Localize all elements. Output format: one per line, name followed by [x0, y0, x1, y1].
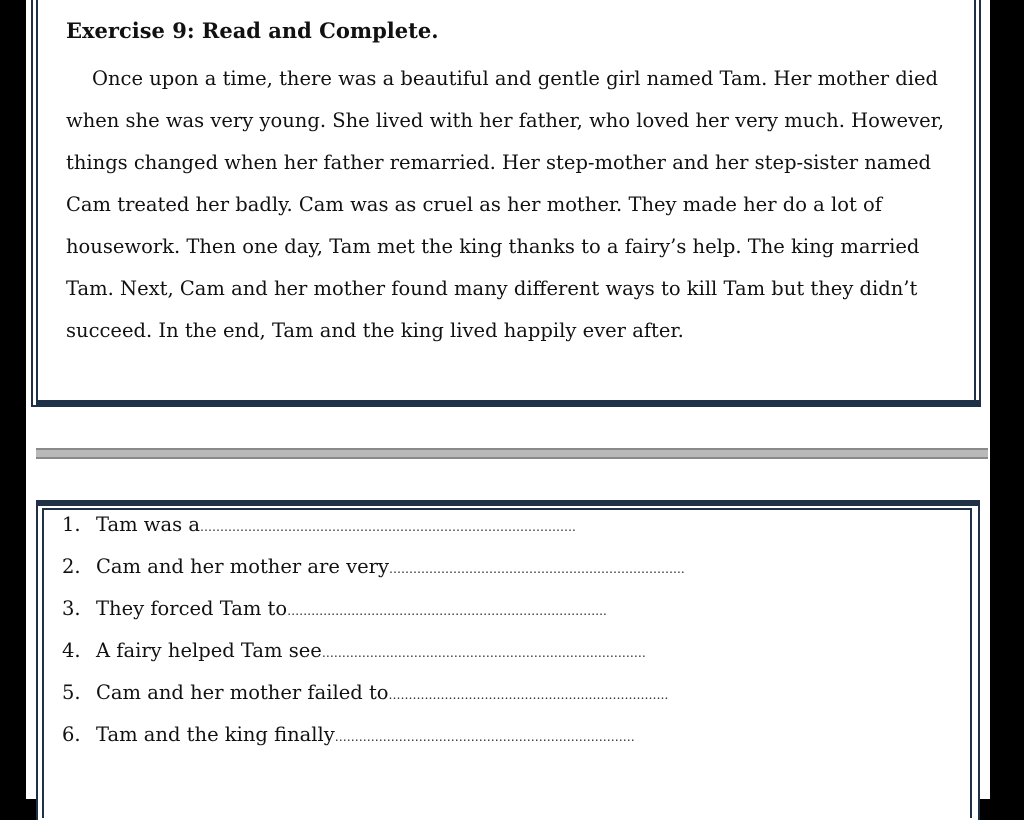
answer-blank[interactable]: …………………………………………………………………….. — [287, 604, 607, 618]
question-text: Tam was a — [96, 513, 200, 536]
answer-blank[interactable]: ……………………………………………………………. — [388, 688, 669, 702]
questions-list — [62, 506, 912, 758]
question-text: Cam and her mother are very — [96, 555, 389, 578]
question-text: Cam and her mother failed to — [96, 681, 389, 704]
answer-blank[interactable]: ……………………………………………………………….. — [389, 562, 685, 576]
story-line: succeed. In the end, Tam and the king lived happily ever after. — [66, 319, 684, 342]
story-line: Tam. Next, Cam and her mother found many different ways to kill Tam but they didn’t — [66, 277, 918, 300]
question-item — [62, 674, 912, 716]
question-text: They forced Tam to — [96, 597, 288, 620]
reading-box-bottom-border — [36, 400, 980, 406]
question-number: 1. — [62, 513, 81, 536]
question-number: 5. — [62, 681, 81, 704]
question-number: 4. — [62, 639, 81, 662]
story-line: things changed when her father remarried. Her step-mother and her step-sister named — [66, 151, 931, 174]
story-paragraph — [66, 58, 966, 352]
question-number: 2. — [62, 555, 81, 578]
question-text: Tam and the king finally — [96, 723, 335, 746]
exercise-title: Exercise 9: Read and Complete. — [66, 18, 439, 43]
question-text: A fairy helped Tam see — [96, 639, 322, 662]
section-divider — [36, 448, 988, 459]
question-item — [62, 590, 912, 632]
story-line: housework. Then one day, Tam met the king thanks to a fairy’s help. The king married — [66, 235, 920, 258]
story-line: Once upon a time, there was a beautiful and gentle girl named Tam. Her mother died — [92, 67, 939, 90]
story-line: when she was very young. She lived with her father, who loved her very much. However, — [66, 109, 945, 132]
question-item — [62, 716, 912, 758]
question-number: 3. — [62, 597, 81, 620]
question-item — [62, 632, 912, 674]
answer-blank[interactable]: …………………………………………………………………………………. — [199, 520, 576, 534]
question-item — [62, 506, 912, 548]
answer-blank[interactable]: ……………………………………………………………………… — [321, 646, 646, 660]
question-number: 6. — [62, 723, 81, 746]
answer-blank[interactable]: ………………………………………………………………… — [334, 730, 635, 744]
question-item — [62, 548, 912, 590]
story-line: Cam treated her badly. Cam was as cruel as her mother. They made her do a lot of — [66, 193, 882, 216]
